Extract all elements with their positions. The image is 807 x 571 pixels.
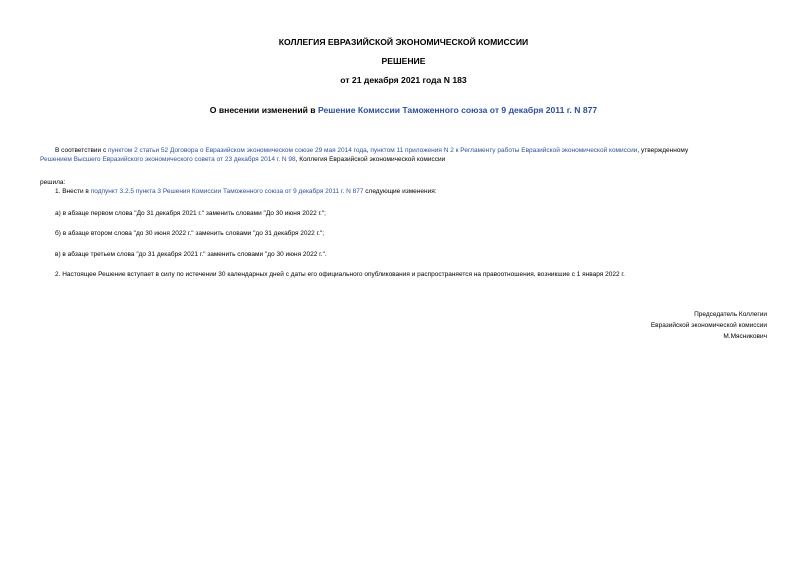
subitem-a: а) в абзаце первом слова "До 31 декабря 2021 г." заменить словами "До 30 июня 2022 г."; xyxy=(55,210,326,217)
item-1 xyxy=(55,187,437,196)
regulation-appendix-link[interactable]: пунктом 11 приложения N 2 к Регламенту работы Евразийской экономической комиссии xyxy=(370,147,638,154)
subitem-c: в) в абзаце третьем слова "до 31 декабря 2021 г." заменить словами "до 30 июня 2022 г.". xyxy=(55,251,327,258)
signature-name: М.Мясникович xyxy=(723,333,767,340)
subparagraph-link[interactable]: подпункт 3.2.5 пункта 3 Решения Комиссии Таможенного союза от 9 декабря 2011 г. N 877 xyxy=(90,188,364,195)
item-2: 2. Настоящее Решение вступает в силу по истечении 30 календарных дней с даты его официального опубликования и распространяется на правоотношения, возникшие с 1 января 2022 г. xyxy=(55,271,625,278)
title-link[interactable]: Решение Комиссии Таможенного союза от 9 декабря 2011 г. N 877 xyxy=(317,105,598,115)
item-1-text-2: следующие изменения: xyxy=(363,188,437,195)
preamble-text-4: , Коллегия Евразийской экономической комиссии xyxy=(295,156,446,163)
subitem-b: б) в абзаце втором слова "до 30 июня 2022 г." заменить словами "до 31 декабря 2022 г."; xyxy=(55,230,325,237)
preamble-line-1 xyxy=(55,146,688,155)
preamble-text-3: , утвержденному xyxy=(637,147,689,154)
document-title xyxy=(0,105,807,116)
preamble-text-1: В соответствии с xyxy=(55,147,109,154)
preamble-line-2 xyxy=(40,155,445,164)
signature-organization: Евразийской экономической комиссии xyxy=(650,322,767,329)
decided-text: решила: xyxy=(40,179,66,186)
item-1-text-1: 1. Внести в xyxy=(55,188,91,195)
doc-type-heading: РЕШЕНИЕ xyxy=(381,56,426,66)
signature-position: Председатель Коллегии xyxy=(694,311,767,318)
preamble-text-2: , xyxy=(366,147,371,154)
treaty-article-link[interactable]: пунктом 2 статьи 52 Договора о Евразийском экономическом союзе 29 мая 2014 года xyxy=(108,147,367,154)
title-prefix: О внесении изменений в xyxy=(209,105,318,115)
date-number-heading: от 21 декабря 2021 года N 183 xyxy=(340,75,467,85)
supreme-council-decision-link[interactable]: Решением Высшего Евразийского экономического совета от 23 декабря 2014 г. N 98 xyxy=(40,156,296,163)
org-heading: КОЛЛЕГИЯ ЕВРАЗИЙСКОЙ ЭКОНОМИЧЕСКОЙ КОМИССИИ xyxy=(278,37,529,47)
